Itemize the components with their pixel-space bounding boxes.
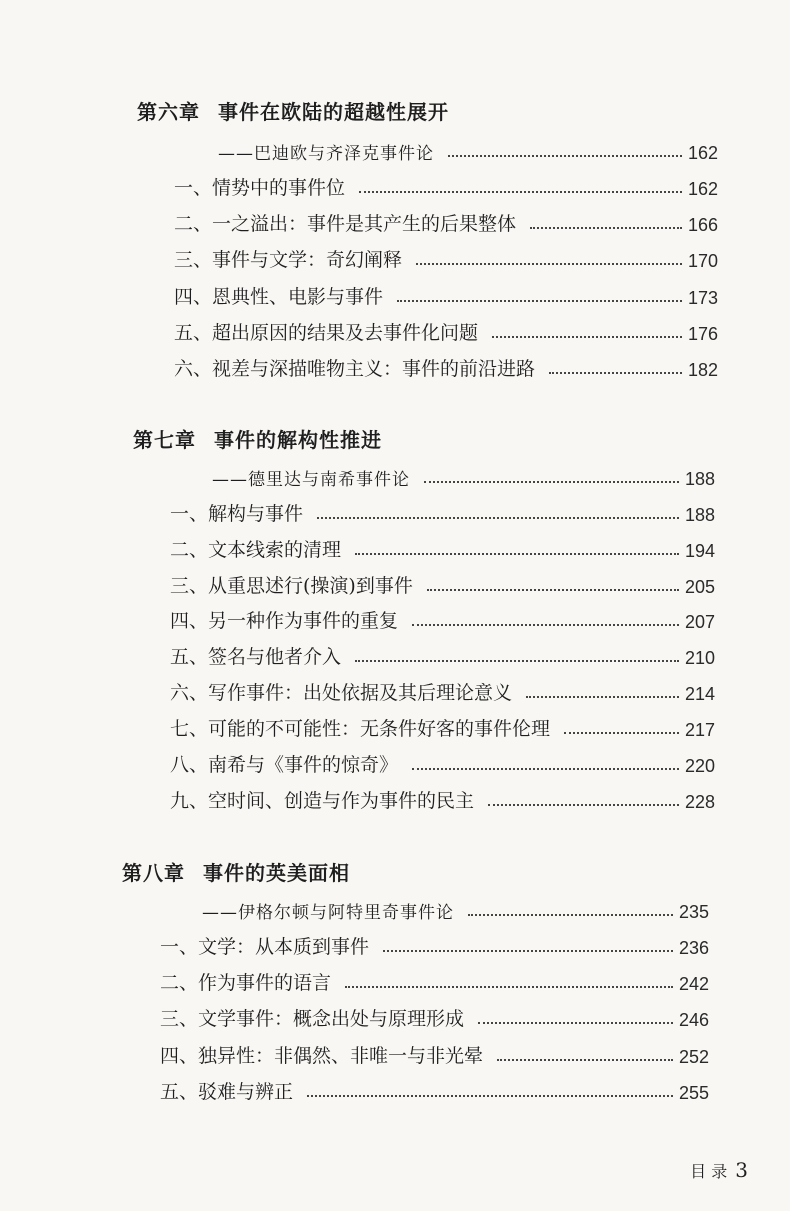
entry-label: 一、解构与事件	[170, 503, 304, 525]
page-number: 170	[687, 251, 718, 271]
chapter-title: 事件的英美面相	[203, 861, 350, 885]
page-number: 217	[684, 720, 715, 740]
page-number: 255	[678, 1083, 709, 1103]
page-number: 207	[684, 612, 715, 632]
entry-label: 六、视差与深描唯物主义：事件的前沿进路	[174, 358, 536, 380]
dot-leader	[416, 263, 682, 265]
entry-label: 二、作为事件的语言	[160, 972, 332, 994]
dot-leader	[488, 804, 679, 806]
page-footer	[690, 1158, 748, 1182]
dot-leader	[427, 589, 679, 591]
toc-subtitle-entry[interactable]	[202, 893, 709, 923]
page-number: 188	[684, 469, 715, 489]
page-number: 188	[684, 505, 715, 525]
entry-label: 五、签名与他者介入	[170, 646, 342, 668]
page-number: 246	[678, 1010, 709, 1030]
dot-leader	[359, 191, 682, 193]
dot-leader	[478, 1022, 673, 1024]
dot-leader	[412, 624, 679, 626]
dot-leader	[549, 372, 682, 374]
dot-leader	[355, 553, 679, 555]
page-number: 252	[678, 1047, 709, 1067]
chapter-heading	[122, 857, 350, 886]
entry-label: 四、另一种作为事件的重复	[170, 610, 399, 632]
footer-page-number: 3	[735, 1158, 748, 1182]
page-number: 162	[687, 143, 718, 163]
dot-leader	[530, 227, 682, 229]
toc-entry[interactable]	[174, 170, 718, 200]
toc-entry[interactable]	[174, 315, 718, 345]
page-number: 176	[687, 324, 718, 344]
dot-leader	[383, 950, 673, 952]
dot-leader	[355, 660, 679, 662]
entry-label: 四、恩典性、电影与事件	[174, 286, 384, 308]
toc-entry[interactable]	[170, 675, 715, 705]
page-number: 210	[684, 648, 715, 668]
page-number: 173	[687, 288, 718, 308]
page-number: 235	[678, 902, 709, 922]
page-number: 228	[684, 792, 715, 812]
dot-leader	[564, 732, 679, 734]
toc-subtitle-entry[interactable]	[212, 460, 715, 490]
toc-entry[interactable]	[174, 242, 718, 272]
toc-entry[interactable]	[160, 1074, 709, 1104]
entry-label: 九、空时间、创造与作为事件的民主	[170, 790, 475, 812]
toc-entry[interactable]	[170, 711, 715, 741]
entry-label: ——巴迪欧与齐泽克事件论	[218, 144, 434, 164]
entry-label: 五、超出原因的结果及去事件化问题	[174, 322, 479, 344]
entry-label: 一、情势中的事件位	[174, 177, 346, 199]
toc-entry[interactable]	[160, 1001, 709, 1031]
dot-leader	[397, 300, 682, 302]
toc-entry[interactable]	[160, 1038, 709, 1068]
toc-entry[interactable]	[174, 206, 718, 236]
chapter-number: 第八章	[122, 861, 185, 885]
toc-entry[interactable]	[170, 783, 715, 813]
entry-label: 二、文本线索的清理	[170, 539, 342, 561]
toc-entry[interactable]	[160, 965, 709, 995]
toc-entry[interactable]	[170, 532, 715, 562]
dot-leader	[448, 155, 682, 157]
dot-leader	[468, 914, 673, 916]
chapter-title: 事件在欧陆的超越性展开	[218, 100, 449, 124]
page-number: 166	[687, 215, 718, 235]
dot-leader	[412, 768, 679, 770]
toc-subtitle-entry[interactable]	[218, 134, 718, 164]
page-number: 205	[684, 577, 715, 597]
entry-label: 五、驳难与辨正	[160, 1081, 294, 1103]
toc-entry[interactable]	[174, 279, 718, 309]
entry-label: 三、从重思述行(操演)到事件	[170, 575, 413, 597]
chapter-number: 第六章	[137, 100, 200, 124]
toc-entry[interactable]	[160, 929, 709, 959]
entry-label: 六、写作事件：出处依据及其后理论意义	[170, 682, 513, 704]
page-number: 242	[678, 974, 709, 994]
dot-leader	[497, 1059, 673, 1061]
entry-label: 四、独异性：非偶然、非唯一与非光晕	[160, 1045, 484, 1067]
toc-entry[interactable]	[170, 603, 715, 633]
entry-label: 三、文学事件：概念出处与原理形成	[160, 1008, 465, 1030]
page-number: 236	[678, 938, 709, 958]
dot-leader	[307, 1095, 673, 1097]
chapter-number: 第七章	[133, 428, 196, 452]
chapter-title: 事件的解构性推进	[214, 428, 382, 452]
dot-leader	[492, 336, 682, 338]
entry-label: 二、一之溢出：事件是其产生的后果整体	[174, 213, 517, 235]
chapter-heading	[137, 96, 449, 125]
entry-label: 八、南希与《事件的惊奇》	[170, 754, 399, 776]
page-number: 182	[687, 360, 718, 380]
chapter-heading	[133, 424, 382, 453]
toc-entry[interactable]	[170, 639, 715, 669]
dot-leader	[317, 517, 679, 519]
toc-entry[interactable]	[170, 496, 715, 526]
page-number: 162	[687, 179, 718, 199]
page-number: 214	[684, 684, 715, 704]
toc-entry[interactable]	[170, 747, 715, 777]
dot-leader	[424, 481, 679, 483]
entry-label: 七、可能的不可能性：无条件好客的事件伦理	[170, 718, 551, 740]
entry-label: ——伊格尔顿与阿特里奇事件论	[202, 903, 454, 923]
entry-label: 一、文学：从本质到事件	[160, 936, 370, 958]
entry-label: 三、事件与文学：奇幻阐释	[174, 249, 403, 271]
footer-label: 目 录	[690, 1162, 728, 1181]
dot-leader	[345, 986, 673, 988]
toc-entry[interactable]	[174, 351, 718, 381]
toc-entry[interactable]	[170, 568, 715, 598]
page-number: 220	[684, 756, 715, 776]
page-number: 194	[684, 541, 715, 561]
entry-label: ——德里达与南希事件论	[212, 470, 410, 490]
dot-leader	[526, 696, 679, 698]
